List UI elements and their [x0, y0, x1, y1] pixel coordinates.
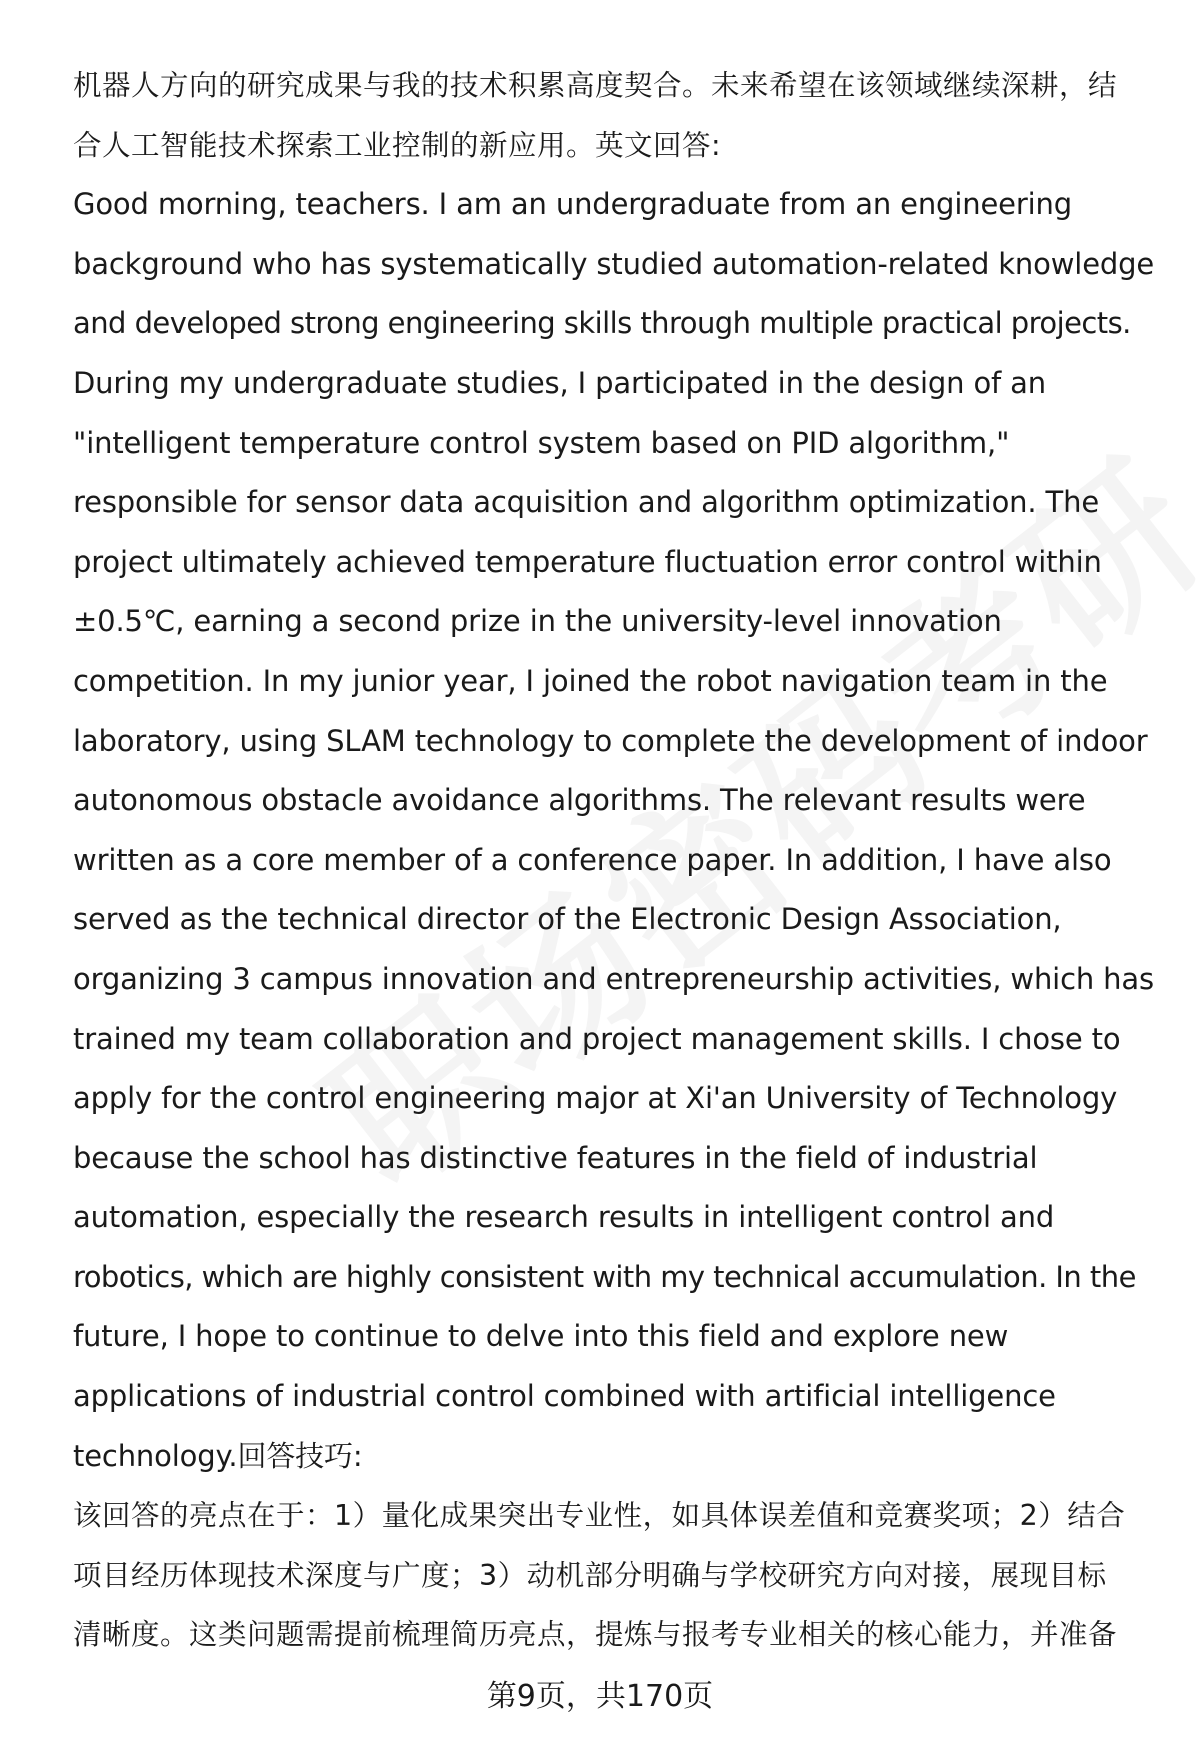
text-line: trained my team collaboration and project management skills. I chose to — [73, 1021, 1121, 1056]
text-line: applications of industrial control combined with artificial intelligence — [73, 1379, 1056, 1414]
text-line: robotics, which are highly consistent with my technical accumulation. In the — [73, 1259, 1136, 1294]
text-line: autonomous obstacle avoidance algorithms. The relevant results were — [73, 783, 1086, 818]
text-line: "intelligent temperature control system based on PID algorithm," — [73, 425, 1010, 460]
text-line: and developed strong engineering skills through multiple practical projects. — [73, 306, 1131, 341]
text-line: laboratory, using SLAM technology to complete the development of indoor — [73, 723, 1148, 758]
text-line: apply for the control engineering major at Xi'an University of Technology — [73, 1081, 1118, 1116]
text-line: Good morning, teachers. I am an undergraduate from an engineering — [73, 187, 1073, 222]
text-line: served as the technical director of the Electronic Design Association, — [73, 902, 1062, 937]
text-line: ±0.5℃, earning a second prize in the university-level innovation — [73, 604, 1002, 639]
text-line: organizing 3 campus innovation and entrepreneurship activities, which has — [73, 961, 1154, 996]
text-line: project ultimately achieved temperature fluctuation error control within — [73, 544, 1102, 579]
text-line: written as a core member of a conference paper. In addition, I have also — [73, 842, 1112, 877]
text-line: 清晰度。这类问题需提前梳理简历亮点，提炼与报考专业相关的核心能力，并准备 — [73, 1618, 1118, 1652]
text-line: future, I hope to continue to delve into this field and explore new — [73, 1319, 1009, 1354]
page-number: 第9页，共170页 — [486, 1679, 714, 1714]
text-line: technology.回答技巧: — [73, 1438, 363, 1473]
text-line: automation, especially the research results in intelligent control and — [73, 1200, 1055, 1235]
text-line: 项目经历体现技术深度与广度；3）动机部分明确与学校研究方向对接，展现目标 — [73, 1558, 1107, 1592]
text-line: because the school has distinctive features in the field of industrial — [73, 1140, 1038, 1175]
text-line: During my undergraduate studies, I participated in the design of an — [73, 365, 1047, 400]
text-line: competition. In my junior year, I joined the robot navigation team in the — [73, 663, 1108, 698]
text-line: 机器人方向的研究成果与我的技术积累高度契合。未来希望在该领域继续深耕，结 — [73, 69, 1118, 102]
text-line: responsible for sensor data acquisition and algorithm optimization. The — [73, 485, 1100, 520]
body-text — [73, 56, 1163, 1665]
text-line: background who has systematically studied automation-related knowledge — [73, 246, 1155, 281]
text-line: 该回答的亮点在于：1）量化成果突出专业性，如具体误差值和竞赛奖项；2）结合 — [73, 1499, 1126, 1533]
text-line: 合人工智能技术探索工业控制的新应用。英文回答: — [73, 128, 722, 162]
